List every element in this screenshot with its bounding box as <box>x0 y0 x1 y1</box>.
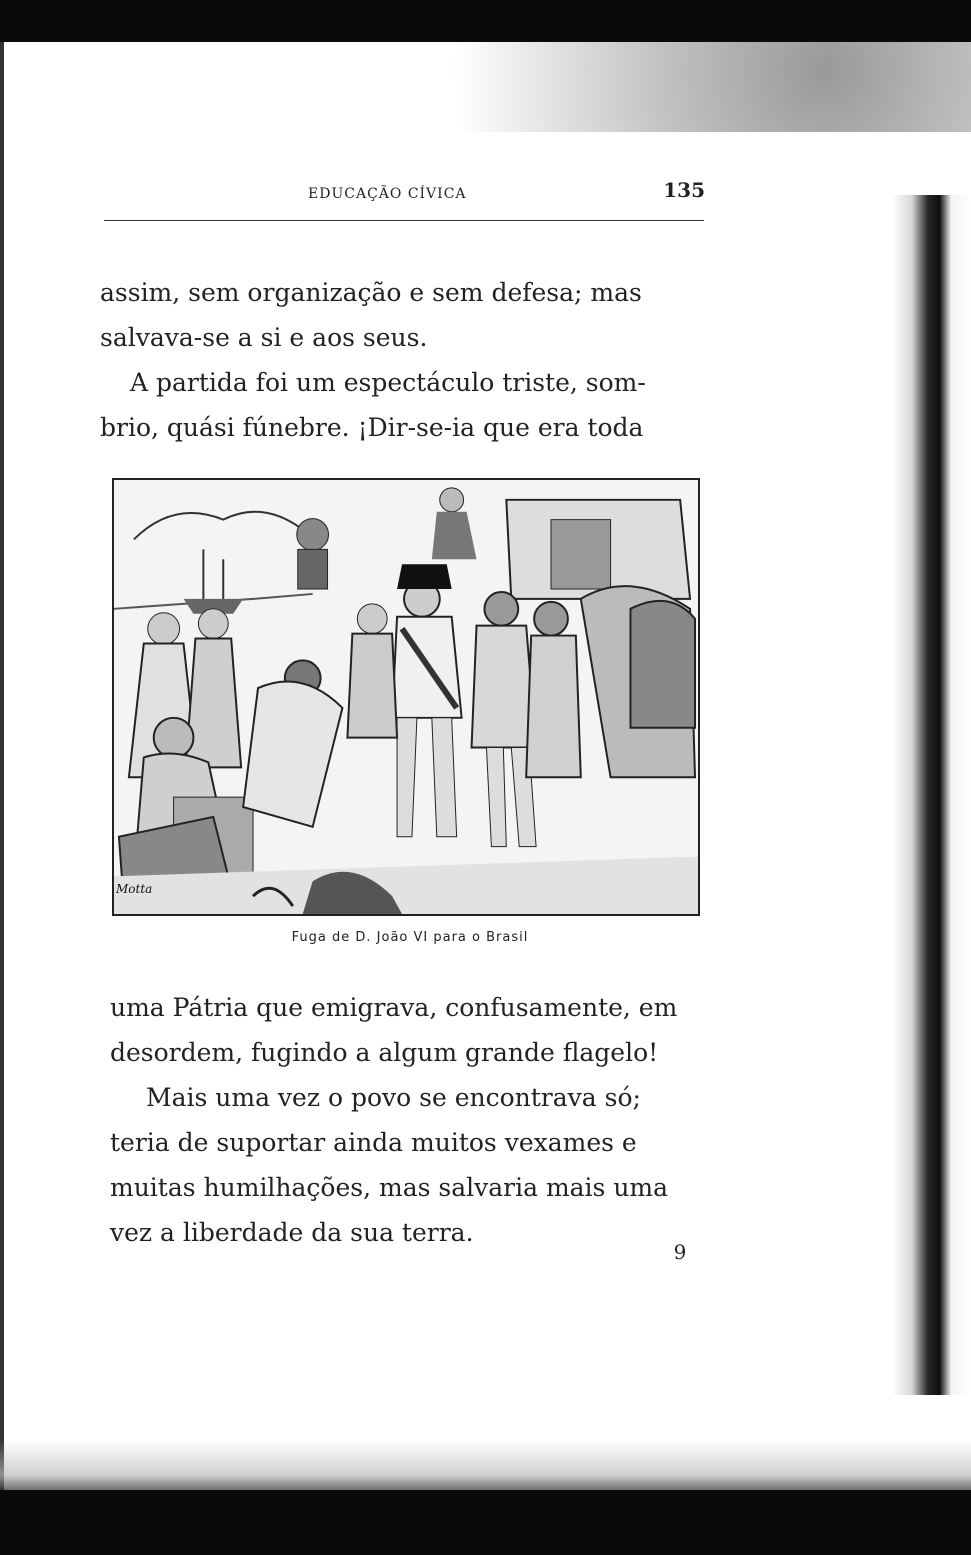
signature-mark: 9 <box>673 1240 687 1264</box>
figure-caption: Fuga de D. João VI para o Brasil <box>291 930 529 945</box>
scan-border-left <box>0 42 4 1490</box>
text-line: vez a liberdade da sua terra. <box>110 1218 474 1247</box>
text-line: desordem, fugindo a algum grande flagelo! <box>110 1038 659 1067</box>
paragraph-bottom <box>110 985 720 1255</box>
engraving-drawing <box>114 480 698 914</box>
artist-signature: Motta <box>116 882 153 896</box>
scan-border-bottom <box>0 1490 971 1555</box>
engraving-illustration <box>112 478 700 916</box>
scan-noise-bottom <box>0 1440 971 1490</box>
scan-border-right <box>892 195 971 1395</box>
running-head: EDUCAÇÃO CÍVICA <box>308 186 467 202</box>
text-line: assim, sem organização e sem defesa; mas <box>100 278 642 307</box>
text-line: salvava-se a si e aos seus. <box>100 323 428 352</box>
scan-border-top <box>0 0 971 42</box>
text-line: muitas humilhações, mas salvaria mais uma <box>110 1173 669 1202</box>
header-rule <box>104 220 704 221</box>
text-line: teria de suportar ainda muitos vexames e <box>110 1128 637 1157</box>
text-line: brio, quási fúnebre. ¡Dir-se-ia que era toda <box>100 413 644 442</box>
text-line: A partida foi um espectáculo triste, som- <box>130 368 646 397</box>
text-line: uma Pátria que emigrava, confusamente, em <box>110 993 678 1022</box>
scan-noise-top <box>0 42 971 132</box>
page-number: 135 <box>663 178 705 202</box>
text-line: Mais uma vez o povo se encontrava só; <box>146 1083 641 1112</box>
paragraph-top <box>100 270 704 450</box>
